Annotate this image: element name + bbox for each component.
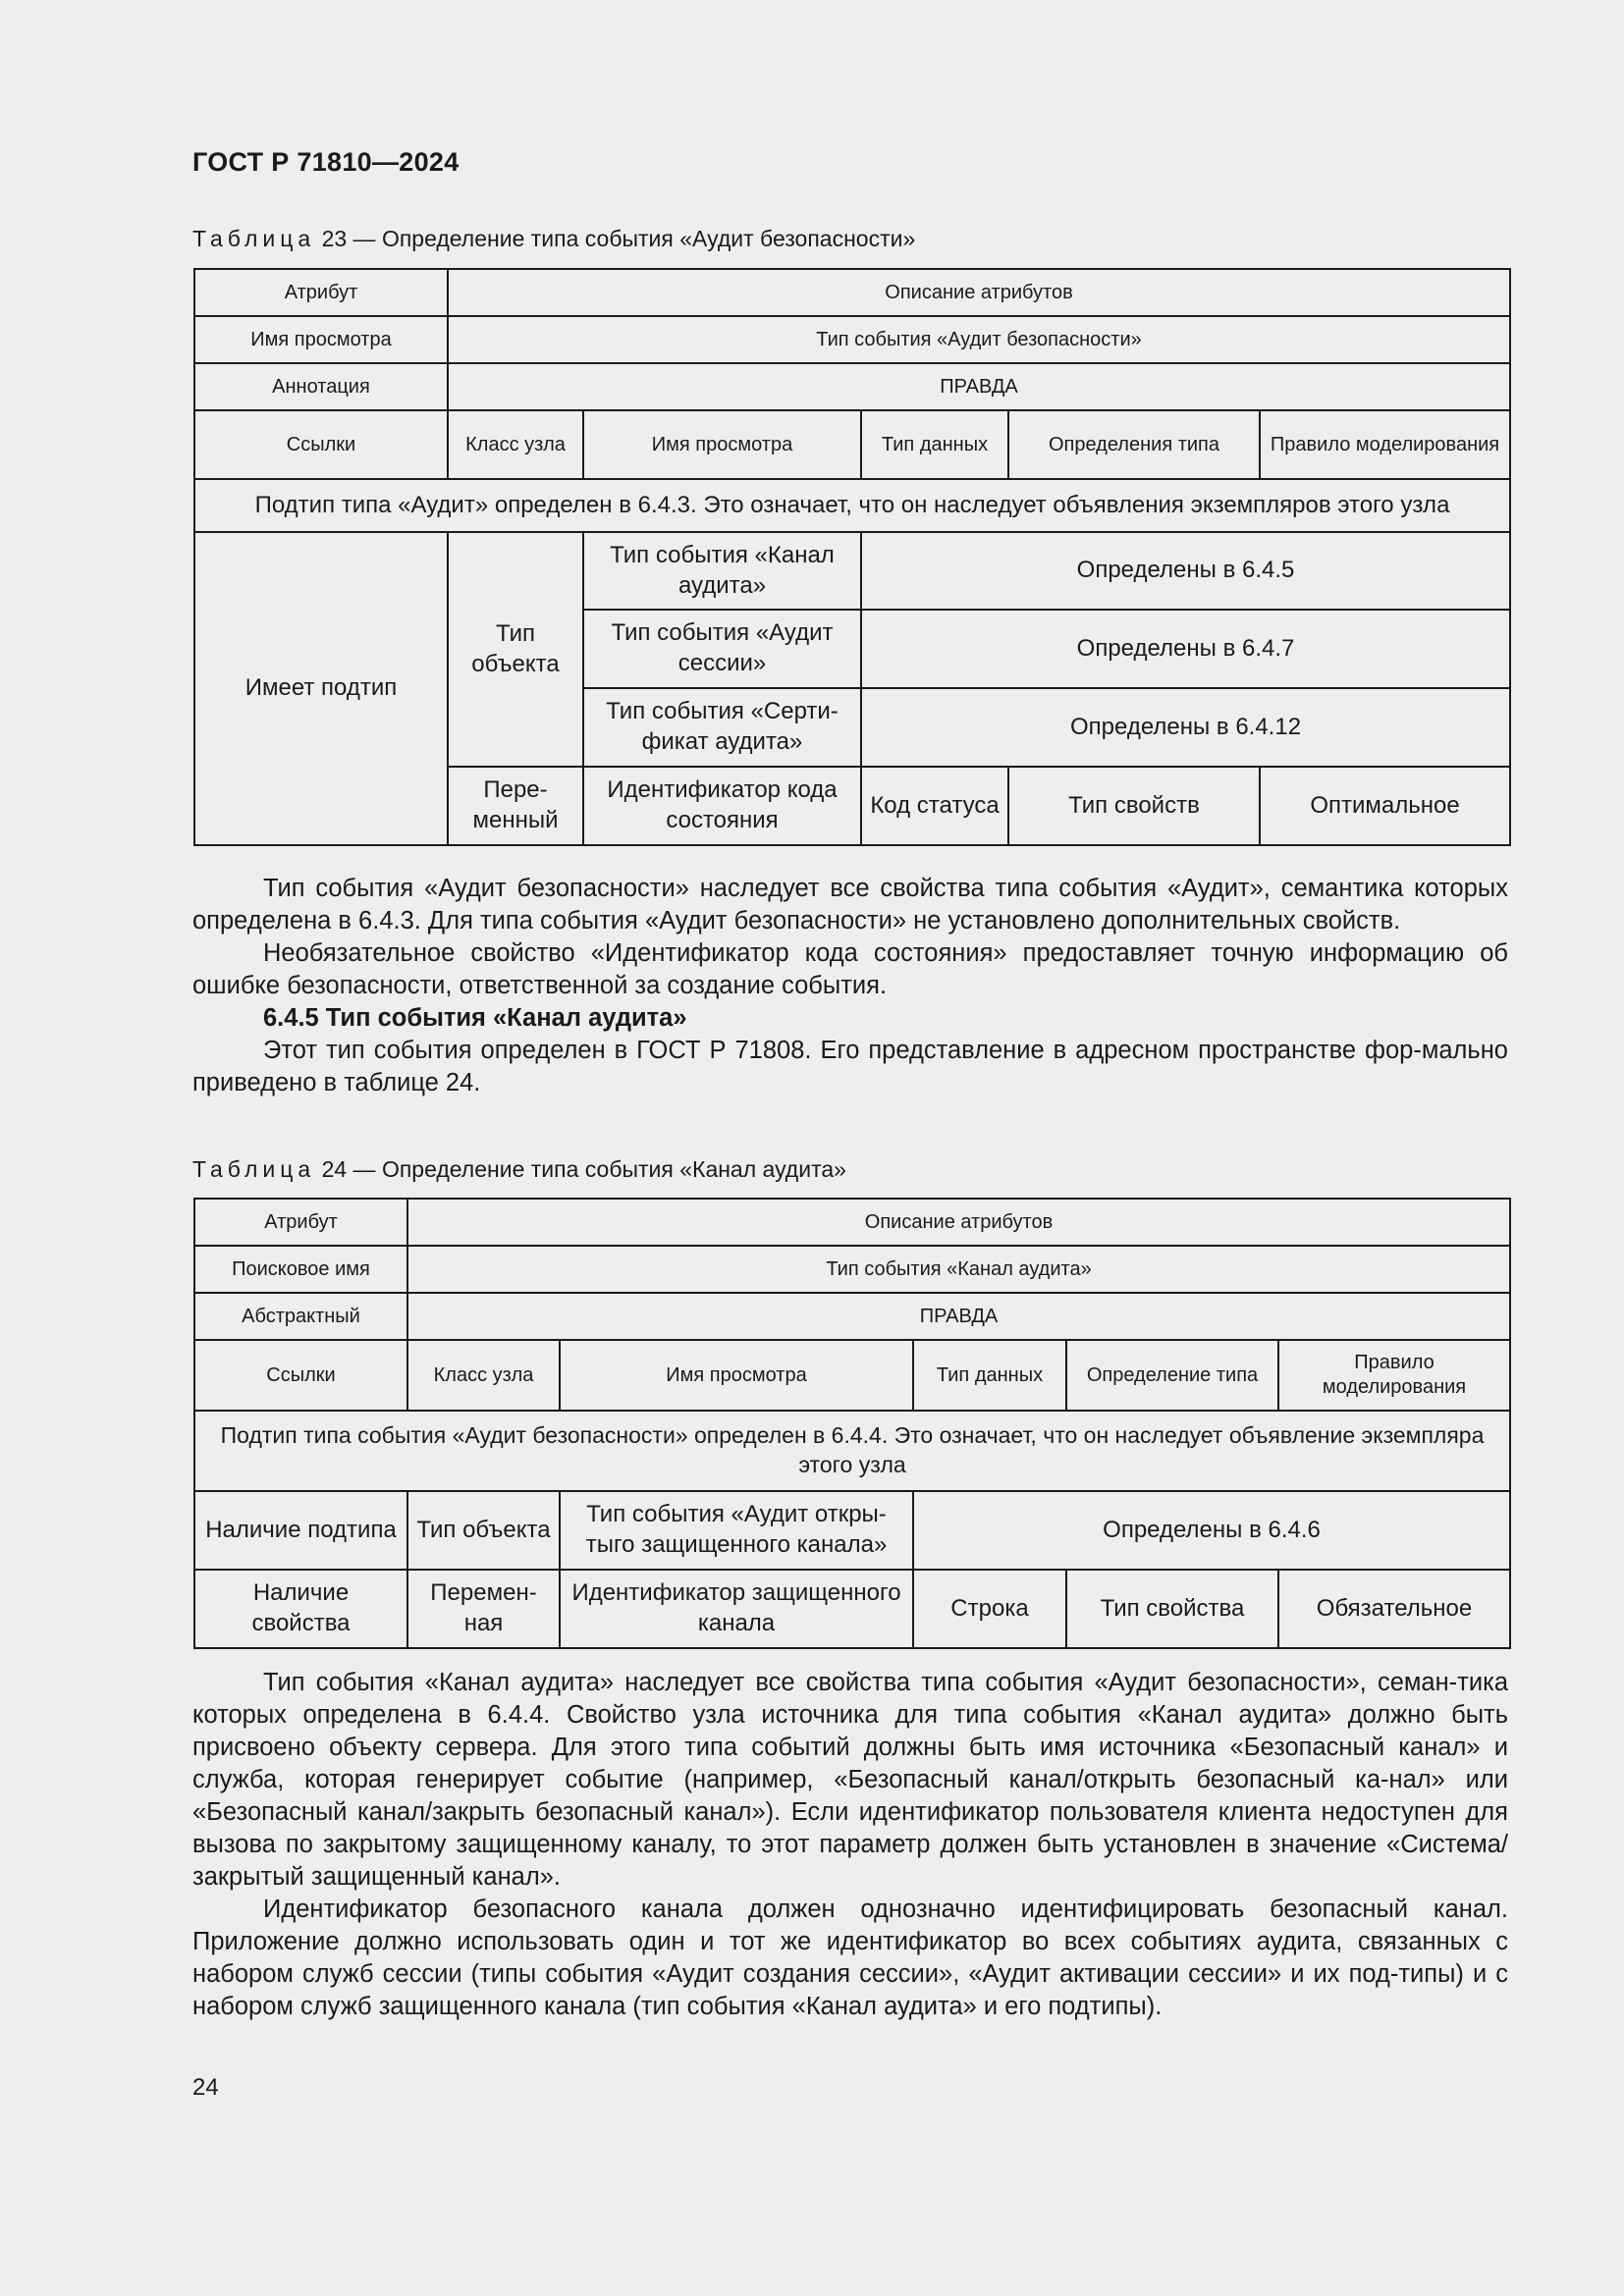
t24-attr-label: Атрибут [194, 1199, 407, 1246]
t24-refs-col: Класс узла [407, 1340, 560, 1411]
t23-var-name: Идентификатор кода состояния [583, 767, 861, 845]
t24-has-subtype: Наличие подтипа [194, 1491, 407, 1570]
t23-refs-col: Класс узла [448, 410, 583, 479]
t23-var-class: Пере-менный [448, 767, 583, 845]
t24-sub-def: Определены в 6.4.6 [913, 1491, 1510, 1570]
table-24 [193, 1198, 1511, 1649]
t23-var-def: Тип свойств [1008, 767, 1260, 845]
t24-subtype-note: Подтип типа события «Аудит безопасности» определен в 6.4.4. Это означает, что он наследует объявление экземпляра этого узла [194, 1411, 1510, 1491]
t23-refs-col: Имя просмотра [583, 410, 861, 479]
t23-refs-label: Ссылки [194, 410, 448, 479]
t24-var-def: Тип свойства [1066, 1570, 1278, 1648]
table23-caption-word: Таблица [192, 226, 316, 251]
t23-annot-value: ПРАВДА [448, 363, 1510, 410]
table24-caption-text: 24 — Определение типа события «Канал аудита» [315, 1156, 846, 1182]
t24-var-rule: Обязательное [1278, 1570, 1510, 1648]
t23-browse-value: Тип события «Аудит безопасности» [448, 316, 1510, 363]
t24-var-name: Идентификатор защищенного канала [560, 1570, 913, 1648]
page-number: 24 [192, 2074, 219, 2101]
paragraph: Этот тип события определен в ГОСТ Р 71808. Его представление в адресном пространстве фор-мально приведено в таблице 24. [192, 1037, 1508, 1096]
t23-sub1-name: Тип события «Канал аудита» [583, 532, 861, 610]
t24-has-property: Наличие свойства [194, 1570, 407, 1648]
paragraph: Идентификатор безопасного канала должен однозначно идентифицировать безопасный канал. Приложение должно использовать один и тот же идентификатор во всех событиях аудита, связанных с набором служб сессии (типы события «Аудит создания сессии», «Аудит активации сессии» и их под-типы) и с набором служб защищенного канала (тип события «Канал аудита» и его подтипы). [192, 1896, 1508, 2020]
t23-annot-label: Аннотация [194, 363, 448, 410]
t24-refs-col: Имя просмотра [560, 1340, 913, 1411]
t24-abstract-label: Абстрактный [194, 1293, 407, 1340]
t23-var-type: Код статуса [861, 767, 1008, 845]
t24-refs-col: Определение типа [1066, 1340, 1278, 1411]
table-23 [193, 268, 1511, 846]
t23-sub3-name: Тип события «Серти-фикат аудита» [583, 688, 861, 767]
t24-var-type: Строка [913, 1570, 1066, 1648]
t23-refs-col: Правило моделирования [1260, 410, 1510, 479]
t24-var-class: Перемен-ная [407, 1570, 560, 1648]
t23-object-type: Тип объекта [448, 532, 583, 767]
t24-search-value: Тип события «Канал аудита» [407, 1246, 1510, 1293]
t24-sub-name: Тип события «Аудит откры-тыго защищенного канала» [560, 1491, 913, 1570]
t24-abstract-value: ПРАВДА [407, 1293, 1510, 1340]
t23-subtype-note: Подтип типа «Аудит» определен в 6.4.3. Это означает, что он наследует объявления экземпляров этого узла [194, 479, 1510, 532]
t23-sub3-def: Определены в 6.4.12 [861, 688, 1510, 767]
t23-attr-desc: Описание атрибутов [448, 269, 1510, 316]
t24-object-type: Тип объекта [407, 1491, 560, 1570]
t24-refs-label: Ссылки [194, 1340, 407, 1411]
table24-caption-word: Таблица [192, 1156, 316, 1182]
section-heading: 6.4.5 Тип события «Канал аудита» [263, 1004, 687, 1032]
t23-sub2-def: Определены в 6.4.7 [861, 610, 1510, 688]
t23-has-subtype: Имеет подтип [194, 532, 448, 845]
table23-caption [192, 226, 915, 252]
document-header: ГОСТ Р 71810—2024 [192, 147, 460, 177]
table24-caption [192, 1156, 846, 1183]
t23-var-rule: Оптимальное [1260, 767, 1510, 845]
t23-refs-col: Определения типа [1008, 410, 1260, 479]
t24-refs-col: Тип данных [913, 1340, 1066, 1411]
t24-refs-col: Правило моделирования [1278, 1340, 1510, 1411]
t23-attr-label: Атрибут [194, 269, 448, 316]
t23-refs-col: Тип данных [861, 410, 1008, 479]
body-text-2 [192, 1667, 1508, 2023]
t23-sub2-name: Тип события «Аудит сессии» [583, 610, 861, 688]
t23-sub1-def: Определены в 6.4.5 [861, 532, 1510, 610]
t23-browse-label: Имя просмотра [194, 316, 448, 363]
paragraph: Тип события «Аудит безопасности» наследует все свойства типа события «Аудит», семантика которых определена в 6.4.3. Для типа события «Аудит безопасности» не установлено дополнительных свойств. [192, 875, 1508, 934]
t24-attr-desc: Описание атрибутов [407, 1199, 1510, 1246]
body-text-1 [192, 873, 1508, 1099]
paragraph: Тип события «Канал аудита» наследует все свойства типа события «Аудит безопасности», семан-тика которых определена в 6.4.4. Свойство узла источника для типа события «Канал аудита» должно быть присвоено объекту сервера. Для этого типа событий должны быть имя источника «Безопасный канал» и служба, которая генерирует событие (например, «Безопасный канал/открыть безопасный ка-нал» или «Безопасный канал/закрыть безопасный канал»). Если идентификатор пользователя клиента недоступен для вызова по закрытому защищенному каналу, то этот параметр должен быть установлен в значение «Система/закрытый защищенный канал». [192, 1669, 1508, 1891]
table23-caption-text: 23 — Определение типа события «Аудит безопасности» [315, 226, 916, 251]
t24-search-label: Поисковое имя [194, 1246, 407, 1293]
paragraph: Необязательное свойство «Идентификатор кода состояния» предоставляет точную информацию об ошибке безопасности, ответственной за создание события. [192, 939, 1508, 999]
